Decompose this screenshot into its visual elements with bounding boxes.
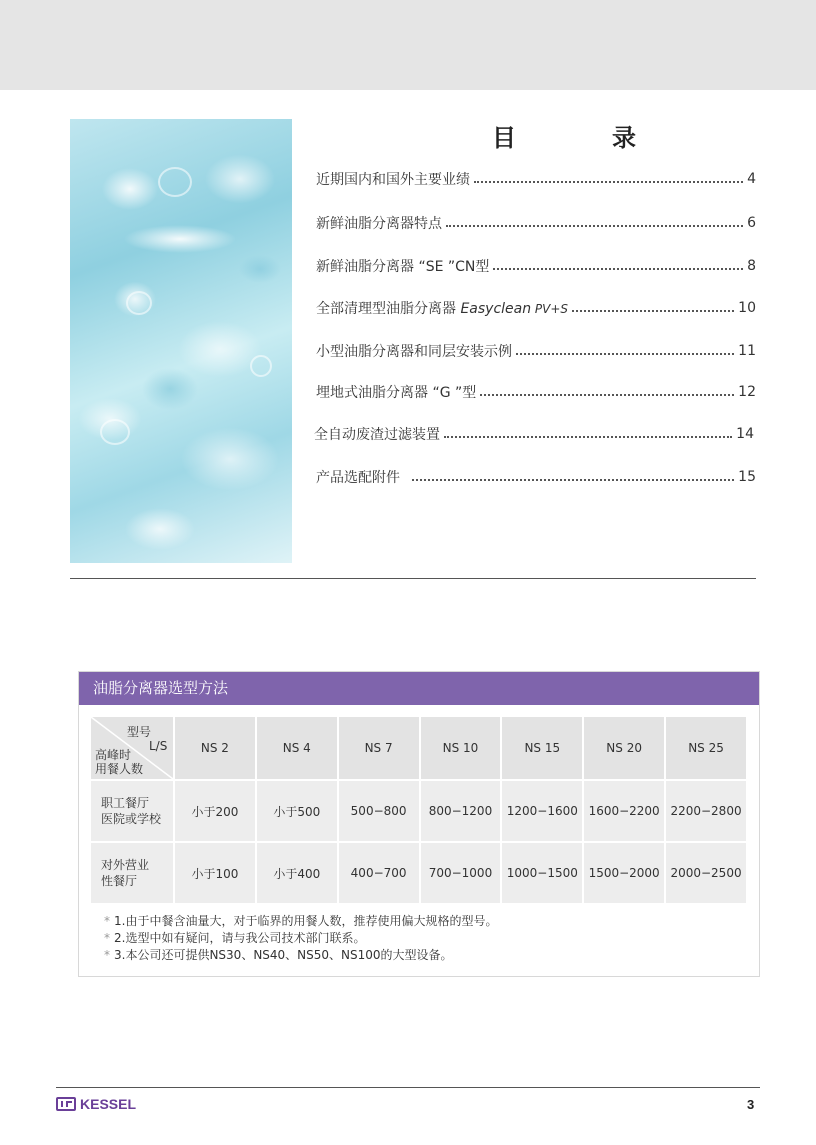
row-header: [91, 843, 173, 903]
note-text: 3.本公司还可提供NS30、NS40、NS50、NS100的大型设备。: [114, 948, 453, 962]
toc-item-label: 近期国内和国外主要业绩: [316, 172, 470, 188]
note-line: [104, 930, 497, 947]
note-text: 1.由于中餐含油量大，对于临界的用餐人数，推荐使用偏大规格的型号。: [114, 914, 498, 928]
toc-item-label: 小型油脂分离器和同层安装示例: [316, 344, 512, 360]
row-header-line1: 对外营业: [101, 858, 150, 872]
note-line: [104, 913, 497, 930]
note-marker: *: [104, 948, 110, 962]
toc-item-page: 4: [747, 171, 756, 187]
table-cell: 1600−2200: [584, 781, 664, 841]
toc-item-page: 11: [738, 343, 756, 359]
column-header: NS 4: [257, 717, 337, 779]
table-row: [91, 781, 746, 841]
table-cell: 1000−1500: [502, 843, 582, 903]
toc-leader-dots: [572, 310, 734, 312]
toc-item-label-text: 全部清理型油脂分离器: [316, 301, 461, 317]
column-header: NS 20: [584, 717, 664, 779]
toc-item-label: 全自动废渣过滤装置: [314, 427, 440, 443]
brand-mark-icon: [56, 1097, 76, 1111]
table-cell: 400−700: [339, 843, 419, 903]
section-divider: [70, 578, 756, 579]
note-marker: *: [104, 931, 110, 945]
top-band: [0, 0, 816, 90]
toc-item[interactable]: [316, 338, 756, 364]
column-header: NS 10: [421, 717, 501, 779]
table-cell: 700−1000: [421, 843, 501, 903]
toc-item[interactable]: [316, 464, 756, 490]
toc-item-label-suffix: PV+S: [531, 302, 569, 316]
brand-logo: [56, 1096, 136, 1112]
selection-notes: [104, 913, 497, 964]
toc-item[interactable]: [316, 295, 756, 321]
toc-leader-dots: [493, 268, 743, 270]
row-header: [91, 781, 173, 841]
toc-item[interactable]: [314, 421, 754, 447]
table-cell: 小于200: [175, 781, 255, 841]
toc-item-label: 新鲜油脂分离器 “SE ”CN型: [316, 259, 490, 275]
table-row: [91, 843, 746, 903]
page-number: 3: [747, 1097, 755, 1112]
table-cell: 小于100: [175, 843, 255, 903]
note-text: 2.选型中如有疑问，请与我公司技术部门联系。: [114, 931, 366, 945]
toc-item-page: 6: [747, 215, 756, 231]
toc-item-page: 8: [747, 258, 756, 274]
table-cell: 1500−2000: [584, 843, 664, 903]
toc-item-page: 10: [738, 300, 756, 316]
toc-title: 目 录: [492, 124, 672, 152]
toc-item[interactable]: [316, 253, 756, 279]
corner-peak-label: [95, 748, 143, 776]
toc-item-page: 12: [738, 384, 756, 400]
selection-title: 油脂分离器选型方法: [79, 672, 759, 705]
toc-item-page: 14: [736, 426, 754, 442]
table-cell: 800−1200: [421, 781, 501, 841]
toc-leader-dots: [480, 394, 734, 396]
table-cell: 2200−2800: [666, 781, 746, 841]
toc-item[interactable]: [316, 166, 756, 192]
column-header: NS 25: [666, 717, 746, 779]
table-corner-cell: [91, 717, 173, 779]
row-header-line2: 医院或学校: [101, 812, 162, 826]
water-photo: [70, 119, 292, 563]
note-marker: *: [104, 914, 110, 928]
note-line: [104, 947, 497, 964]
table-cell: 小于400: [257, 843, 337, 903]
toc-item[interactable]: [316, 210, 756, 236]
column-header: NS 15: [502, 717, 582, 779]
table-cell: 2000−2500: [666, 843, 746, 903]
toc-leader-dots: [412, 479, 734, 481]
toc-leader-dots: [444, 436, 732, 438]
toc-item[interactable]: [316, 379, 756, 405]
corner-model-label: 型号: [127, 725, 152, 739]
toc-item-label: 埋地式油脂分离器 “G ”型: [316, 385, 477, 401]
corner-peak-line1: 高峰时: [95, 748, 132, 762]
toc-item-label: 新鲜油脂分离器特点: [316, 216, 442, 232]
toc-item-label-italic: Easyclean: [460, 301, 532, 317]
toc-item-label: [316, 298, 568, 318]
corner-unit-label: L/S: [149, 739, 168, 753]
selection-table: [89, 715, 748, 905]
toc-item-page: 15: [738, 469, 756, 485]
toc-leader-dots: [474, 181, 743, 183]
table-header-row: [91, 717, 746, 779]
row-header-line1: 职工餐厅: [101, 796, 150, 810]
column-header: NS 7: [339, 717, 419, 779]
table-cell: 小于500: [257, 781, 337, 841]
toc-leader-dots: [516, 353, 734, 355]
table-cell: 1200−1600: [502, 781, 582, 841]
row-header-line2: 性餐厅: [101, 874, 138, 888]
corner-peak-line2: 用餐人数: [95, 762, 144, 776]
footer-divider: [56, 1087, 760, 1088]
toc-item-label: 产品选配附件: [316, 470, 400, 486]
column-header: NS 2: [175, 717, 255, 779]
toc-leader-dots: [446, 225, 743, 227]
brand-name: KESSEL: [80, 1096, 137, 1112]
table-cell: 500−800: [339, 781, 419, 841]
